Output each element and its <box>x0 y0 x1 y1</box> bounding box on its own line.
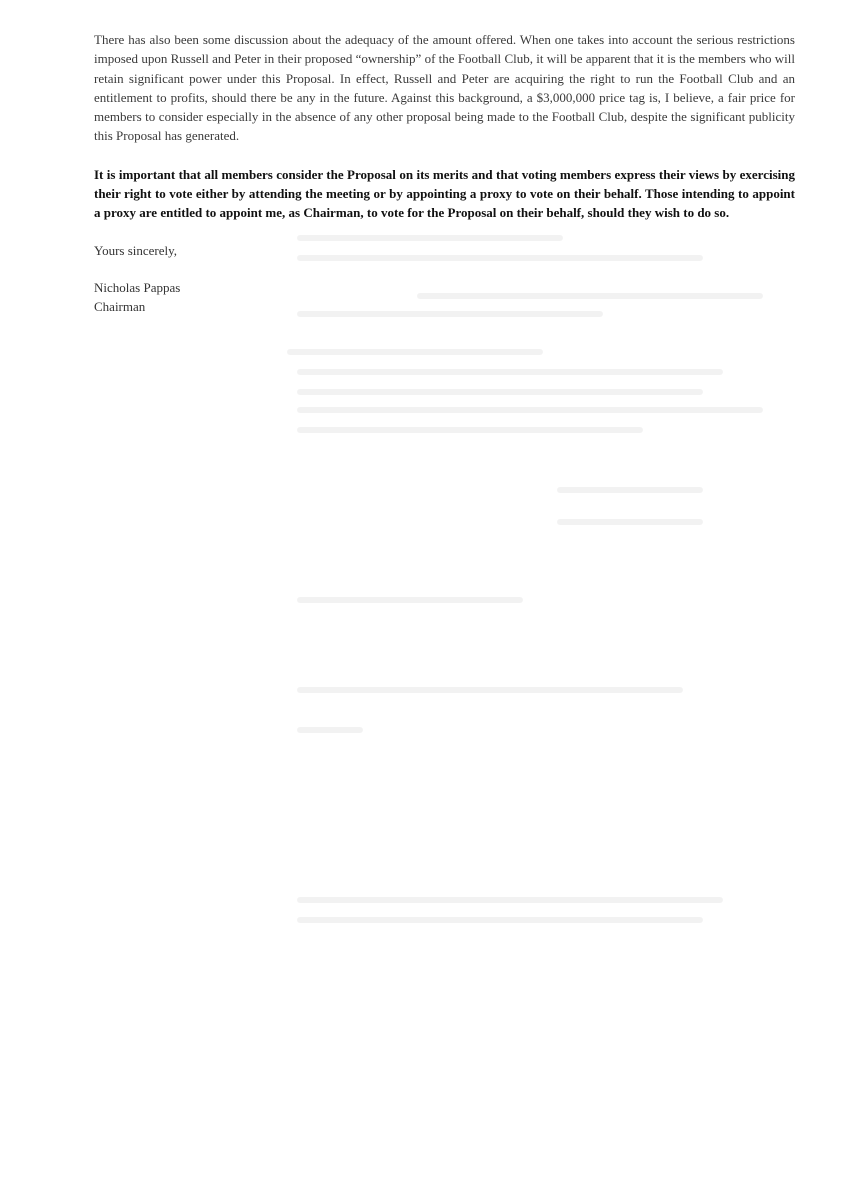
signer-title: Chairman <box>94 298 146 314</box>
signature-block <box>94 278 795 316</box>
signer-name: Nicholas Pappas <box>94 279 181 295</box>
closing-salutation: Yours sincerely, <box>94 242 178 258</box>
paragraph-voting-appeal: It is important that all members consider the Proposal on its merits and that voting members express their views by exercising their right to vote either by attending the meeting or by appointing a proxy to vote on their behalf. Those intending to appoint a proxy are entitled to appoint me, as Chairman, to vote for the Proposal on their behalf, should they wish to do so. <box>94 166 795 221</box>
paragraph-adequacy-of-amount: There has also been some discussion about the adequacy of the amount offered. When one takes into account the serious restrictions imposed upon Russell and Peter in their proposed “ownership” of the Football Club, it will be apparent that it is the members who will retain significant power under this Proposal. In effect, Russell and Peter are acquiring the right to run the Football Club and an entitlement to profits, should there be any in the future. Against this background, a $3,000,000 price tag is, I believe, a fair price for members to consider especially in the absence of any other proposal being made to the Football Club, despite the significant publicity this Proposal has generated. <box>94 32 795 144</box>
letter-body <box>94 30 795 316</box>
